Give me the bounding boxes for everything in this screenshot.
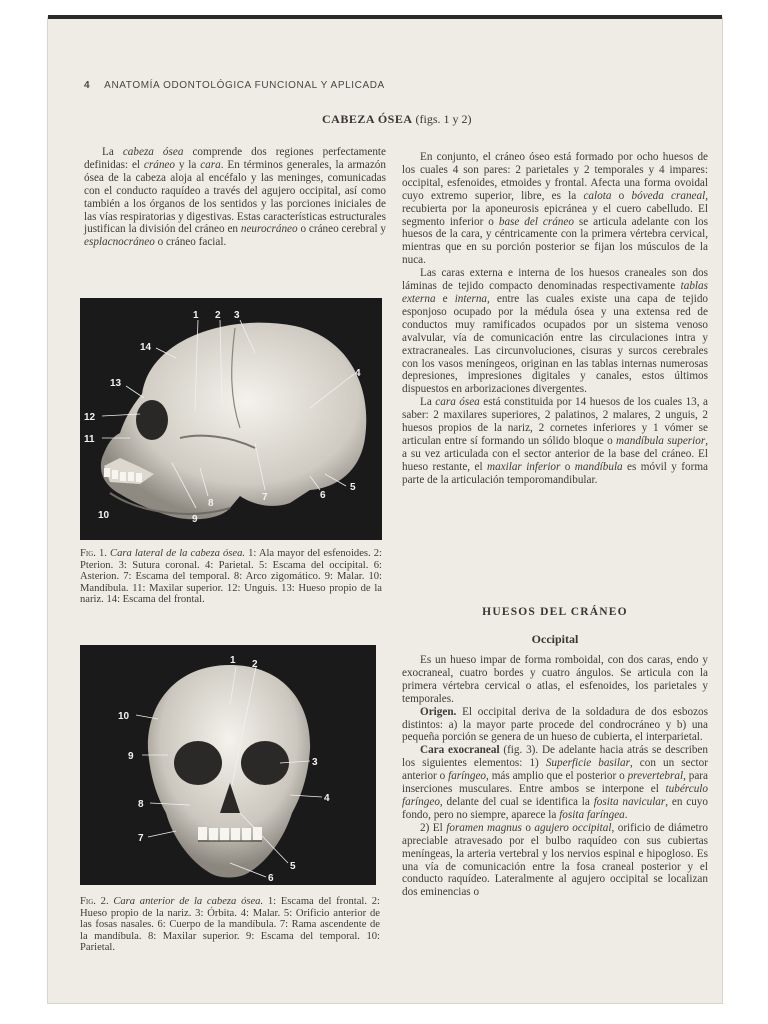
paragraph: Origen. El occipital deriva de la soldadura de dos esbozos distintos: a) la mayor parte procede del condrocráneo y b) una pequeña porción se genera de un hueso de cubierta, el interparietal. xyxy=(402,705,708,744)
fig1-label: 14 xyxy=(140,342,152,353)
fig1-label: 1 xyxy=(193,310,199,321)
fig1-label: 8 xyxy=(208,498,214,509)
fig2-label: 6 xyxy=(268,873,274,884)
fig1-label: 13 xyxy=(110,378,122,389)
paragraph: Las caras externa e interna de los huesos craneales son dos láminas de tejido compacto denominadas respectivamente tablas externa e interna, entre las cuales existe una capa de tejido esponjoso ocupado por la médula ósea y una extensa red de conductos muy ramificados ocupados por un sistema venoso avalvular, vía de comunicación entre las circulaciones intra y extracraneales. Las circunvoluciones, cisuras y surcos cerebrales con los vasos meníngeos, originan en las tablas internas numerosas depresiones, impresiones digitales y canales, estos últimos dispuestos en arborizaciones divergentes. xyxy=(402,267,709,396)
paragraph: La cara ósea está constituida por 14 huesos de los cuales 13, a saber: 2 maxilares superiores, 2 palatinos, 2 malares, 2 unguis, 2 huesos propios de la nariz, 2 cornetes inferiores y 1 vómer se articulan entre sí formando un sólido bloque o mandíbula superior, a su vez articulada con el sector anterior de la base del cráneo. El hueso restante, el maxilar inferior o mandíbula es móvil y forma parte de la articulación temporomandibular. xyxy=(402,396,709,486)
running-title: ANATOMÍA ODONTOLÓGICA FUNCIONAL Y APLICADA xyxy=(104,80,385,91)
paragraph: En conjunto, el cráneo óseo está formado por ocho huesos de los cuales 4 son pares: 2 parietales y 2 temporales y 4 impares: occipital, esfenoides, etmoides y frontal. Afecta una forma ovoidal cuyo extremo superior, libre, es la calota o bóveda craneal, recubierta por la aponeurosis epicráneа y el cuero cabelludo. El segmento inferior o base del cráneo se articula adelante con los huesos de la cara, y céntricamente con la primera vértebra cervical, mientras que en su porción posterior se fijan los músculos de la nuca. xyxy=(402,151,709,267)
right-column-text xyxy=(402,151,708,487)
fig1-label: 6 xyxy=(320,490,326,501)
figure-2-anterior-skull-photo xyxy=(80,645,376,885)
fig2-label: 4 xyxy=(324,793,330,804)
top-edge-line xyxy=(48,15,722,19)
page-number: 4 xyxy=(84,80,91,91)
fig2-label: 9 xyxy=(128,751,134,762)
subheading-occipital: Occipital xyxy=(531,632,579,646)
fig1-label: 11 xyxy=(84,434,95,445)
section-title-text: CABEZA ÓSEA xyxy=(322,112,413,126)
running-header xyxy=(84,80,385,91)
fig1-label: 4 xyxy=(355,368,361,379)
fig1-label: 3 xyxy=(234,310,240,321)
fig2-label: 7 xyxy=(138,833,144,844)
heading-huesos-del-craneo: HUESOS DEL CRÁNEO xyxy=(482,606,628,618)
fig2-label: 3 xyxy=(312,757,318,768)
fig1-label: 7 xyxy=(262,492,268,503)
paragraph: Es un hueso impar de forma romboidal, con dos caras, endo y exocraneal, cuatro bordes y cuatro ángulos. Se articula con la primera vértebra cervical o atlas, el esfenoides, los parietales y temporales. xyxy=(402,654,708,705)
section-figs-ref: (figs. 1 y 2) xyxy=(415,112,472,126)
fig1-label: 2 xyxy=(215,310,221,321)
paragraph: La cabeza ósea comprende dos regiones perfectamente definidas: el cráneo y la cara. En términos generales, la armazón ósea de la cabeza aloja al encéfalo y las meninges, comunicadas con el conducto raquídeo a través del agujero occipital, así como también a los órganos de los sentidos y las porciones iniciales de las vías respiratorias y digestivas. Estas características estructurales justifican la división del cráneo en neurocráneo o cráneo cerebral y esplacnocráneo o cráneo facial. xyxy=(84,146,387,249)
fig1-label: 5 xyxy=(350,482,356,493)
figure-1-lateral-skull-photo xyxy=(80,298,382,540)
skull-anterior-illustration xyxy=(80,645,376,885)
figure-2-caption: Fig. 2. Cara anterior de la cabeza ósea. 1: Escama del frontal. 2: Hueso propio de la nariz. 3: Órbita. 4: Malar. 5: Orificio anterior de las fosas nasales. 6: Cuerpo de la mandíbula. 7: Rama ascendente de la mandíbula. 8: Maxilar superior. 9: Escama del temporal. 10: Parietal. xyxy=(80,896,380,954)
skull-lateral-illustration xyxy=(80,298,382,540)
paragraph: 2) El foramen magnus o agujero occipital, orificio de diámetro apreciable atravesado por el bulbo raquídeo con sus cubiertas meníngeas, la arteria vertebral y los nervios espinal e hipogloso. Es una vía de comunicación entre la fosa craneal posterior y el conducto raquídeo. Lateralmente al agujero occipital se localizan dos eminencias o xyxy=(402,821,708,899)
figure-1-caption: Fig. 1. Cara lateral de la cabeza ósea. 1: Ala mayor del esfenoides. 2: Pterion. 3: Sutura coronal. 4: Parietal. 5: Escama del occipital. 6: Asterion. 7: Escama del temporal. 8: Arco zigomático. 9: Malar. 10: Mandíbula. 11: Maxilar superior. 12: Unguis. 13: Hueso propio de la nariz. 14: Escama del frontal. xyxy=(80,548,382,606)
occipital-text xyxy=(402,654,708,899)
fig2-label: 10 xyxy=(118,711,130,722)
section-title xyxy=(322,112,472,127)
paragraph: Cara exocraneal (fig. 3). De adelante hacia atrás se describen los siguientes elementos: 1) Superficie basilar, con un sector anterior o faríngeo, más amplio que el posterior o prevertebral, para inserciones musculares. Entre ambos se interpone el tubérculo faríngeo, delante del cual se identifica la fosita navicular, en cuyo fondo, pero no siempre, aparece la fosita faríngea. xyxy=(402,744,708,821)
fig2-label: 1 xyxy=(230,655,236,666)
fig1-label: 9 xyxy=(192,514,198,525)
fig2-label: 5 xyxy=(290,861,296,872)
fig1-label: 12 xyxy=(84,412,96,423)
left-column-text xyxy=(84,146,386,249)
fig1-label: 10 xyxy=(98,510,110,521)
fig2-label: 8 xyxy=(138,799,144,810)
fig2-label: 2 xyxy=(252,659,258,670)
